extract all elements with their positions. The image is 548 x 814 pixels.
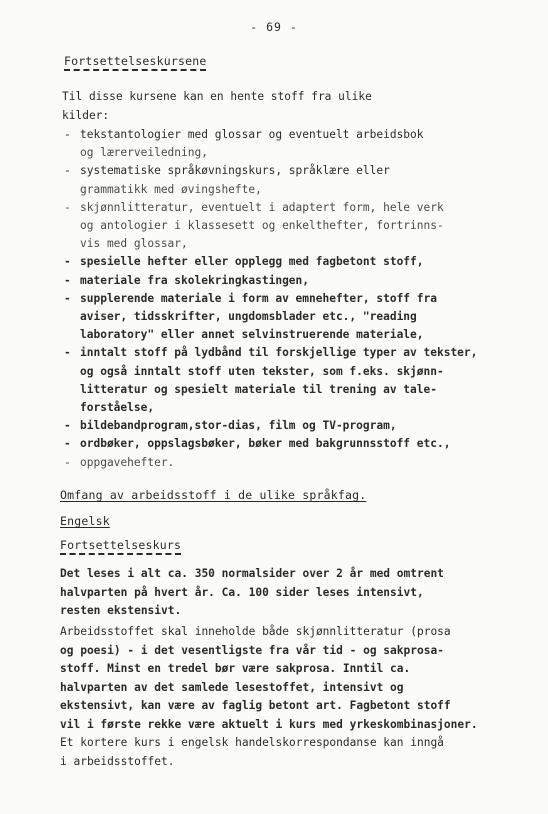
list-item-line: - materiale fra skolekringkastingen, bbox=[80, 273, 310, 287]
list-item-line: laboratory" eller annet selvinstruerende materiale, bbox=[80, 328, 424, 342]
list-item-line: aviser, tidsskrifter, ungdomsblader etc., "reading bbox=[80, 310, 417, 324]
paragraph-line: i arbeidsstoffet. bbox=[60, 754, 175, 768]
list-item-line: - tekstantologier med glossar og eventuelt arbeidsbok bbox=[80, 128, 424, 141]
list-item bbox=[62, 126, 502, 162]
continuation-heading: Fortsettelseskursene bbox=[64, 54, 206, 71]
list-item-line: og også inntalt stoff uten tekster, som f.eks. skjønn- bbox=[80, 364, 444, 378]
list-item-line: - oppgavehefter. bbox=[80, 455, 175, 469]
intro-line: kilder: bbox=[62, 108, 110, 122]
paragraph-line: Arbeidsstoffet skal inneholde både skjønnlitteratur (prosa bbox=[60, 625, 451, 638]
list-item bbox=[62, 435, 502, 453]
list-item bbox=[62, 417, 502, 435]
list-item bbox=[62, 344, 502, 417]
paragraph-line: og poesi) - i det vesentligste fra vår tid - og sakprosa- bbox=[60, 643, 444, 657]
paragraph-line: resten ekstensivt. bbox=[60, 604, 182, 617]
paragraph-reading-volume bbox=[60, 565, 500, 621]
list-item-line: - supplerende materiale i form av emnehefter, stoff fra bbox=[80, 291, 437, 305]
paragraph-line: Det leses i alt ca. 350 normalsider over 2 år med omtrent bbox=[60, 567, 444, 580]
paragraph-material bbox=[60, 623, 500, 771]
list-item-line: - bildebandprogram,stor-dias, film og TV-program, bbox=[80, 419, 397, 433]
list-item bbox=[62, 162, 502, 198]
source-list bbox=[62, 126, 502, 472]
list-item-line: - ordbøker, oppslagsbøker, bøker med bakgrunnsstoff etc., bbox=[80, 437, 451, 451]
list-item-line: litteratur og spesielt materiale til trening av tale- bbox=[80, 382, 437, 396]
section-heading: Omfang av arbeidsstoff i de ulike språkfag. bbox=[60, 488, 367, 502]
intro-paragraph bbox=[62, 88, 502, 125]
paragraph-line: stoff. Minst en tredel bør være sakprosa. Inntil ca. bbox=[60, 662, 411, 675]
list-item-line: - skjønnlitteratur, eventuelt i adaptert form, hele verk bbox=[80, 200, 444, 214]
course-heading: Fortsettelseskurs bbox=[60, 538, 181, 555]
paragraph-line: vil i første rekke være aktuelt i kurs med yrkeskombinasjoner. bbox=[60, 717, 478, 731]
list-item bbox=[62, 199, 502, 254]
paragraph-line: ekstensivt, kan være av faglig betont art. Fagbetont stoff bbox=[60, 699, 451, 712]
list-item bbox=[62, 290, 502, 345]
paragraph-line: Et kortere kurs i engelsk handelskorrespondanse kan inngå bbox=[60, 736, 444, 749]
page-number: - 69 - bbox=[250, 20, 298, 34]
list-item-line: - inntalt stoff på lydbånd til forskjellige typer av tekster, bbox=[80, 346, 478, 360]
list-item-line: - systematiske språkøvningskurs, språklære eller bbox=[80, 164, 390, 178]
paragraph-line: halvparten på hvert år. Ca. 100 sider leses intensivt, bbox=[60, 585, 424, 599]
list-item bbox=[62, 253, 502, 271]
list-item-line: grammatikk med øvingshefte, bbox=[80, 182, 262, 196]
subject-heading: Engelsk bbox=[60, 514, 110, 528]
paragraph-line: halvparten av det samlede lesestoffet, intensivt og bbox=[60, 680, 404, 694]
list-item bbox=[62, 272, 502, 290]
intro-line: Til disse kursene kan en hente stoff fra ulike bbox=[62, 90, 372, 103]
list-item-line: vis med glossar, bbox=[80, 237, 188, 251]
list-item-line: - spesielle hefter eller opplegg med fagbetont stoff, bbox=[80, 255, 424, 269]
list-item-line: forståelse, bbox=[80, 401, 155, 415]
list-item-line: og lærerveiledning, bbox=[80, 146, 208, 160]
list-item-line: og antologier i klassesett og enkelthefter, fortrinns- bbox=[80, 219, 444, 233]
list-item bbox=[62, 454, 502, 472]
